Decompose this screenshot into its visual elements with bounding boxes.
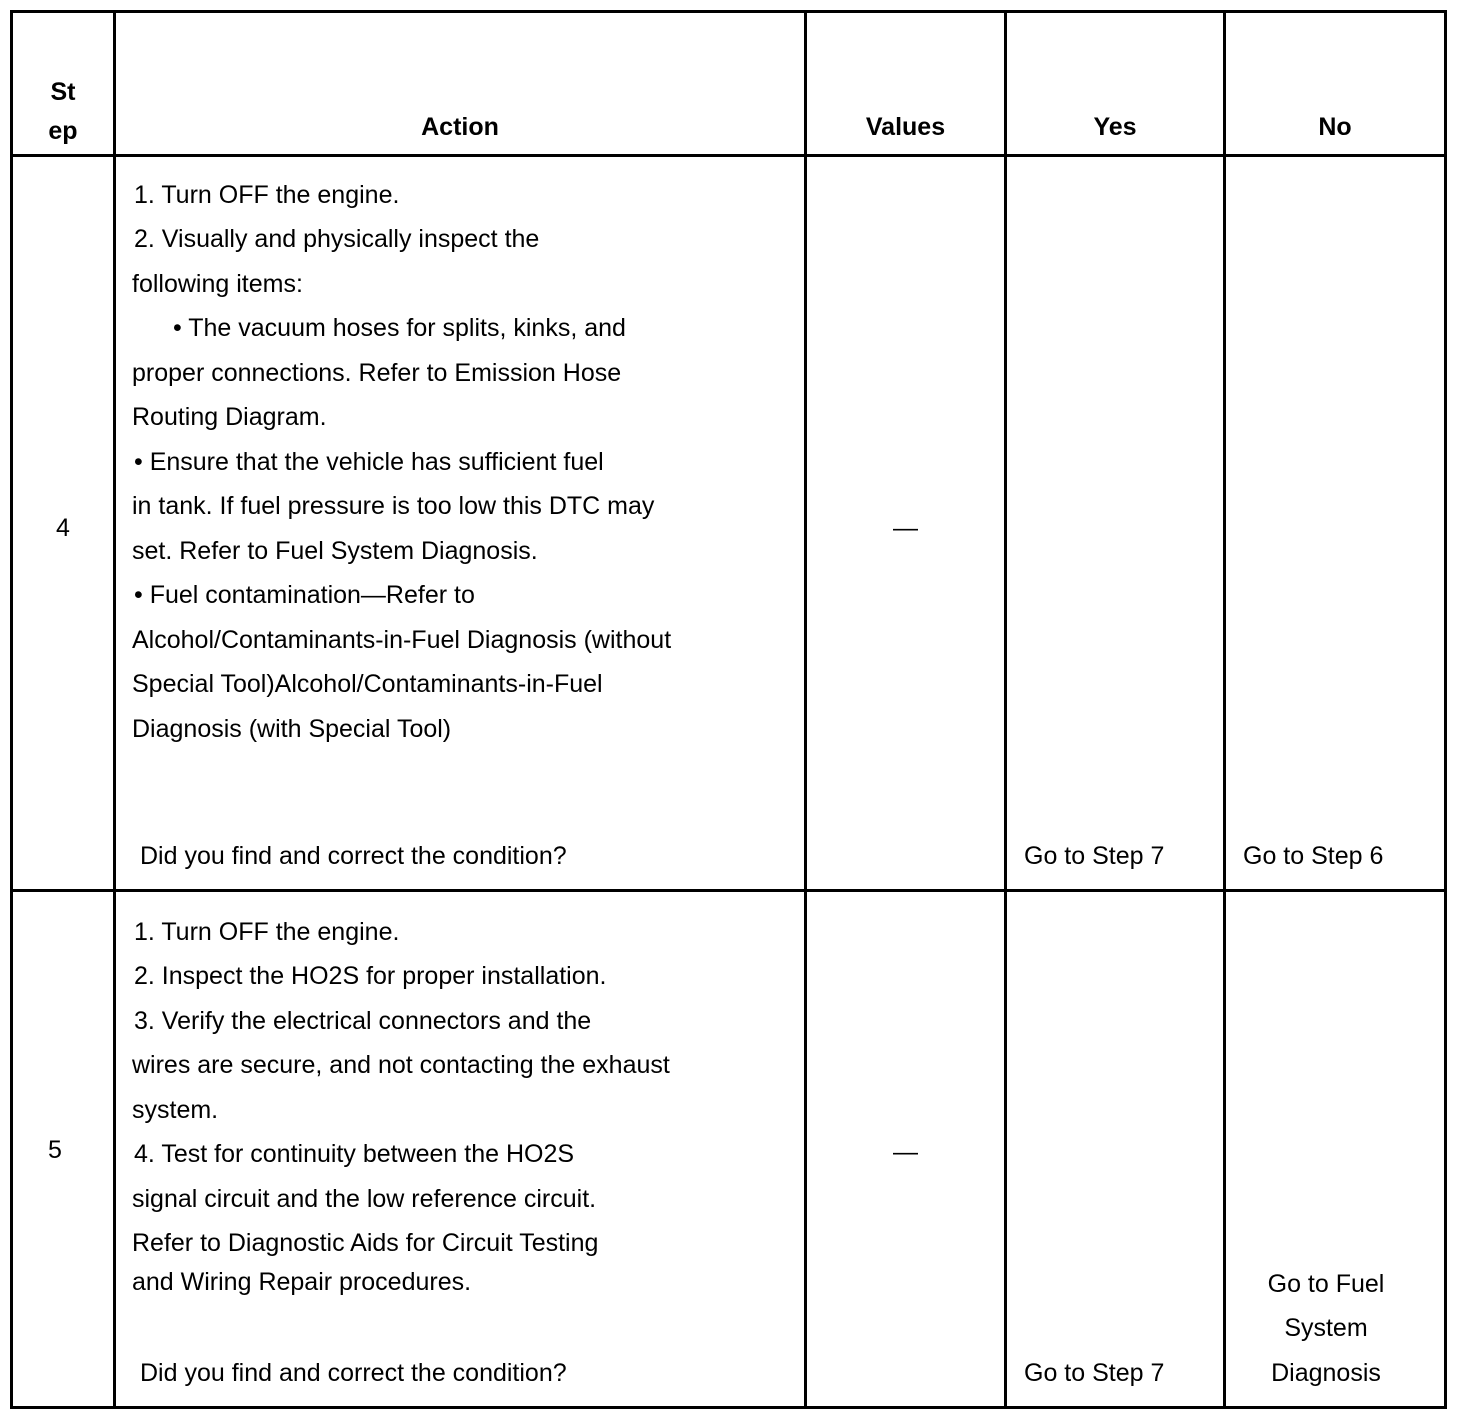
- row5-step: 5: [48, 1136, 62, 1164]
- header-values: Values: [865, 113, 946, 141]
- row5-yes: Go to Step 7: [1024, 1359, 1165, 1387]
- row4-step: 4: [56, 514, 70, 542]
- row4-action-line: proper connections. Refer to Emission Hose: [132, 359, 622, 387]
- row5-action-line: system.: [132, 1096, 219, 1124]
- row4-question: Did you find and correct the condition?: [140, 842, 567, 870]
- row5-action-line: wires are secure, and not contacting the exhaust: [132, 1051, 670, 1079]
- row4-action-line: set. Refer to Fuel System Diagnosis.: [132, 537, 538, 565]
- row5-action-line: signal circuit and the low reference circuit.: [132, 1185, 597, 1213]
- divider-values: [1004, 13, 1007, 1406]
- row5-action-line: 3. Verify the electrical connectors and the: [134, 1007, 592, 1035]
- row4-values: —: [893, 514, 918, 542]
- row5-action-line: and Wiring Repair procedures.: [132, 1268, 472, 1296]
- divider-step: [113, 13, 116, 1406]
- row4-action-line: Special Tool)Alcohol/Contaminants-in-Fuel: [132, 670, 603, 698]
- row4-action-line: Routing Diagram.: [132, 403, 327, 431]
- row4-action-line: in tank. If fuel pressure is too low this DTC may: [132, 492, 655, 520]
- header-no: No: [1318, 113, 1352, 141]
- row4-action-line: Diagnosis (with Special Tool): [132, 715, 452, 743]
- row4-action-line: 2. Visually and physically inspect the: [134, 225, 540, 253]
- row5-no-line: Diagnosis: [1271, 1359, 1381, 1387]
- header-step-line2: ep: [48, 117, 78, 145]
- row4-action-line: • The vacuum hoses for splits, kinks, and: [173, 314, 626, 342]
- row5-action-line: 2. Inspect the HO2S for proper installation.: [134, 962, 607, 990]
- diagnostic-table: [10, 10, 1447, 1409]
- row5-action-line: 4. Test for continuity between the HO2S: [134, 1140, 575, 1168]
- row4-yes: Go to Step 7: [1024, 842, 1165, 870]
- row5-action-line: 1. Turn OFF the engine.: [134, 918, 400, 946]
- divider-row-4: [13, 889, 1444, 892]
- row5-values: —: [893, 1138, 918, 1166]
- row5-question: Did you find and correct the condition?: [140, 1359, 567, 1387]
- row4-action-line: 1. Turn OFF the engine.: [134, 181, 400, 209]
- row4-action-line: following items:: [132, 270, 303, 298]
- divider-header: [13, 154, 1444, 157]
- row5-action-line: Refer to Diagnostic Aids for Circuit Testing: [132, 1229, 599, 1257]
- row4-action-line: Alcohol/Contaminants-in-Fuel Diagnosis (without: [132, 626, 672, 654]
- row4-action-line: • Ensure that the vehicle has sufficient fuel: [134, 448, 604, 476]
- row5-no-line: Go to Fuel: [1267, 1270, 1385, 1298]
- row4-action-line: • Fuel contamination—Refer to: [134, 581, 475, 609]
- header-step: [13, 73, 113, 151]
- row5-no-line: System: [1284, 1314, 1368, 1342]
- header-yes: Yes: [1093, 113, 1137, 141]
- divider-action: [804, 13, 807, 1406]
- header-step-line1: St: [50, 78, 76, 106]
- row4-no: Go to Step 6: [1243, 842, 1384, 870]
- divider-yes: [1223, 13, 1226, 1406]
- header-action: Action: [421, 113, 499, 141]
